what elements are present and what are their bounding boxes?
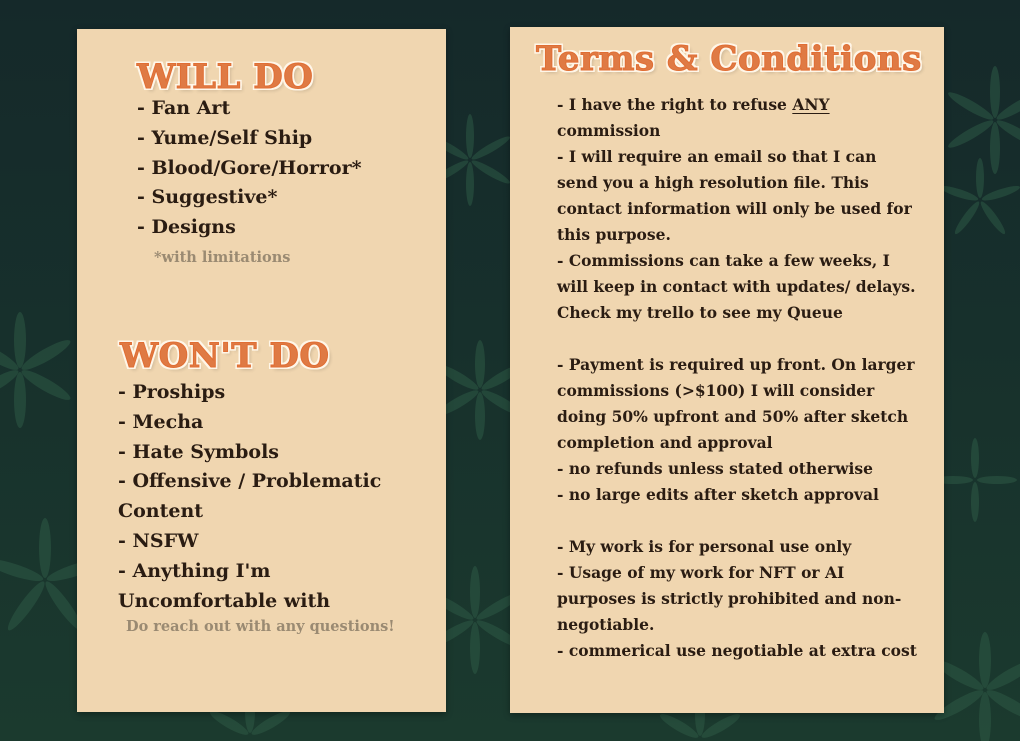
list-item (557, 92, 917, 144)
wont-do-list (118, 378, 418, 616)
will-do-note: *with limitations (154, 249, 291, 266)
terms-heading: Terms & Conditions (536, 39, 922, 79)
terms-card (510, 27, 944, 713)
list-item: - Anything I'm Uncomfortable with (118, 559, 331, 612)
list-item: - Hate Symbols (118, 440, 279, 463)
terms-list (557, 92, 917, 664)
emphasis-text: ANY (792, 95, 830, 114)
spacer (557, 508, 917, 534)
list-item: - Suggestive* (137, 186, 278, 209)
list-item: - Designs (137, 216, 236, 239)
list-item: - Proships (118, 381, 226, 403)
will-do-list (137, 94, 437, 243)
list-item: - no large edits after sketch approval (557, 485, 879, 504)
spacer (557, 326, 917, 352)
wont-do-note: Do reach out with any questions! (126, 618, 395, 635)
refuse-text: - I have the right to refuse (557, 95, 793, 114)
list-item: - My work is for personal use only (557, 537, 852, 556)
wont-do-heading: WON'T DO (120, 336, 330, 376)
list-item: - no refunds unless stated otherwise (557, 459, 873, 478)
list-item: - Commissions can take a few weeks, I will keep in contact with updates/ delays. Check my trello to see my Queue (557, 251, 916, 322)
list-item: - NSFW (118, 529, 199, 552)
will-wont-card (77, 29, 446, 712)
list-item: - Yume/Self Ship (137, 126, 313, 149)
refuse-text-end: commission (557, 121, 661, 140)
list-item: - Fan Art (137, 97, 231, 119)
list-item: - Offensive / Problematic Content (118, 470, 382, 523)
list-item: - Usage of my work for NFT or AI purposes is strictly prohibited and non-negotiable. (557, 563, 902, 634)
list-item: - I will require an email so that I can send you a high resolution file. This contact information will only be used for this purpose. (557, 147, 912, 244)
list-item: - commerical use negotiable at extra cost (557, 641, 917, 660)
will-do-heading: WILL DO (137, 57, 314, 97)
list-item: - Blood/Gore/Horror* (137, 156, 362, 179)
list-item: - Payment is required up front. On larger commissions (>$100) I will consider doing 50% upfront and 50% after sketch completion and approval (557, 355, 915, 452)
list-item: - Mecha (118, 410, 204, 433)
